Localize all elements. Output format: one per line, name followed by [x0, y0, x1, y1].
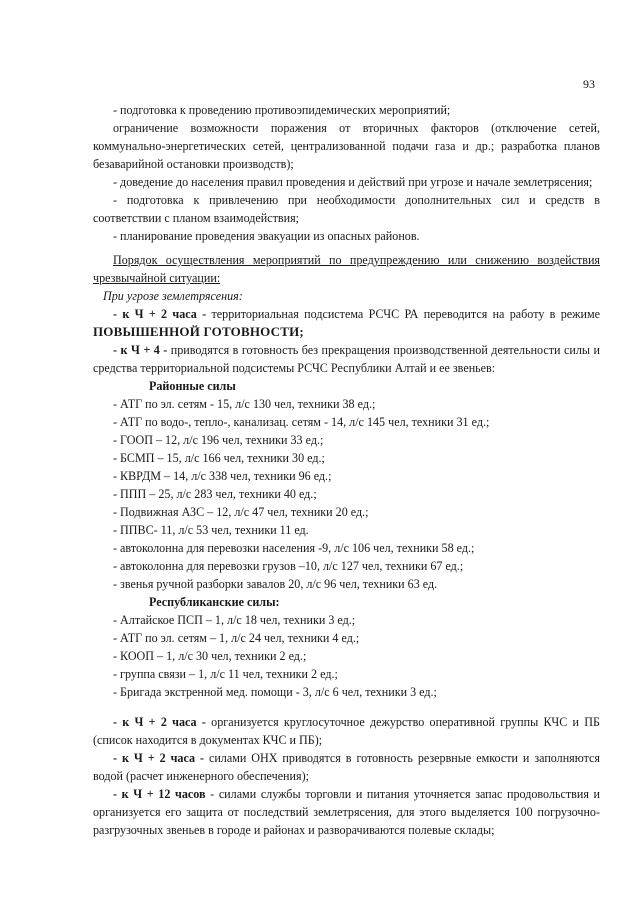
page-number: 93: [583, 77, 595, 91]
step-h4: [93, 341, 600, 377]
republic-forces-heading: Республиканские силы:: [149, 595, 280, 609]
list-item: - АТГ по водо-, тепло-, канализац. сетям - 14, л/с 145 чел, техники 31 ед.;: [113, 415, 490, 429]
step-h2: [93, 305, 600, 341]
list-item: - ГООП – 12, л/с 196 чел, техники 33 ед.;: [113, 433, 324, 447]
intro-item: ограничение возможности поражения от вторичных факторов (отключение сетей, коммунально-энергетических сетей, централизованной подачи газа и др.; разработка планов безаварийной остановки производств);: [93, 121, 600, 171]
intro-item: - доведение до населения правил проведения и действий при угрозе и начале землетрясения;: [113, 175, 593, 189]
list-item: - АТГ по эл. сетям – 1, л/с 24 чел, техники 4 ед.;: [113, 631, 360, 645]
step-food: [93, 785, 600, 839]
step-text: территориальная подсистема РСЧС РА переводится на работу в режиме: [206, 307, 600, 321]
step-text: организуется круглосуточное дежурство оперативной группы КЧС и ПБ (список находится в документах КЧС и ПБ);: [93, 715, 600, 747]
list-item: - Подвижная АЗС – 12, л/с 47 чел, техники 20 ед.;: [113, 505, 369, 519]
list-item: - АТГ по эл. сетям - 15, л/с 130 чел, техники 38 ед.;: [113, 397, 376, 411]
step-text: - силами службы торговли и питания уточняется запас продовольствия и организуется его защита от последствий землетрясения, для этого выделяется 100 погрузочно-разгрузочных звеньев в городе и районах и разворачиваются полевые склады;: [93, 787, 600, 837]
step-text: силами ОНХ приводятся в готовность резервные емкости и заполняются водой (расчет инженерного обеспечения);: [93, 751, 600, 783]
step-lead: - к Ч + 2 часа -: [113, 715, 206, 729]
list-item: - звенья ручной разборки завалов 20, л/с 96 чел, техники 63 ед.: [113, 577, 438, 591]
readiness-mode: ПОВЫШЕННОЙ ГОТОВНОСТИ;: [93, 324, 304, 339]
intro-item: - планирование проведения эвакуации из опасных районов.: [113, 229, 420, 243]
list-item: - Алтайское ПСП – 1, л/с 18 чел, техники 3 ед.;: [113, 613, 356, 627]
district-forces-list: [93, 395, 600, 593]
intro-item: - подготовка к проведению противоэпидемических мероприятий;: [113, 103, 451, 117]
list-item: - автоколонна для перевозки населения -9, л/с 106 чел, техники 58 ед.;: [113, 541, 475, 555]
document-body: [93, 101, 600, 839]
intro-item: - подготовка к привлечению при необходимости дополнительных сил и средств в соответствии с планом взаимодействия;: [93, 193, 600, 225]
republic-forces-list: [93, 611, 600, 701]
list-item: - ППП – 25, л/с 283 чел, техники 40 ед.;: [113, 487, 317, 501]
step-lead: - к Ч + 2 часа -: [113, 307, 207, 321]
step-duty: [93, 713, 600, 749]
list-item: - КООП – 1, л/с 30 чел, техники 2 ед.;: [113, 649, 307, 663]
list-item: - автоколонна для перевозки грузов –10, л/с 127 чел, техники 67 ед.;: [113, 559, 464, 573]
step-text: приводятся в готовность без прекращения производственной деятельности силы и средства территориальной подсистемы РСЧС Республики Алтай и ее звеньев:: [93, 343, 600, 375]
step-lead: - к Ч + 4 -: [113, 343, 168, 357]
district-forces-heading: Районные силы: [149, 379, 236, 393]
list-item: - БСМП – 15, л/с 166 чел, техники 30 ед.;: [113, 451, 325, 465]
step-lead: - к Ч + 2 часа -: [113, 751, 204, 765]
list-item: - ППВС- 11, л/с 53 чел, техники 11 ед.: [113, 523, 309, 537]
step-lead: - к Ч + 12 часов: [113, 787, 206, 801]
list-item: - Бригада экстренной мед. помощи - 3, л/с 6 чел, техники 3 ед.;: [113, 685, 437, 699]
threat-label: При угрозе землетрясения:: [103, 289, 243, 303]
step-water: [93, 749, 600, 785]
list-item: - КВРДМ – 14, л/с 338 чел, техники 96 ед.;: [113, 469, 332, 483]
list-item: - группа связи – 1, л/с 11 чел, техники 2 ед.;: [113, 667, 338, 681]
section-heading: Порядок осуществления мероприятий по предупреждению или снижению воздействия чрезвычайной ситуации:: [93, 253, 600, 285]
